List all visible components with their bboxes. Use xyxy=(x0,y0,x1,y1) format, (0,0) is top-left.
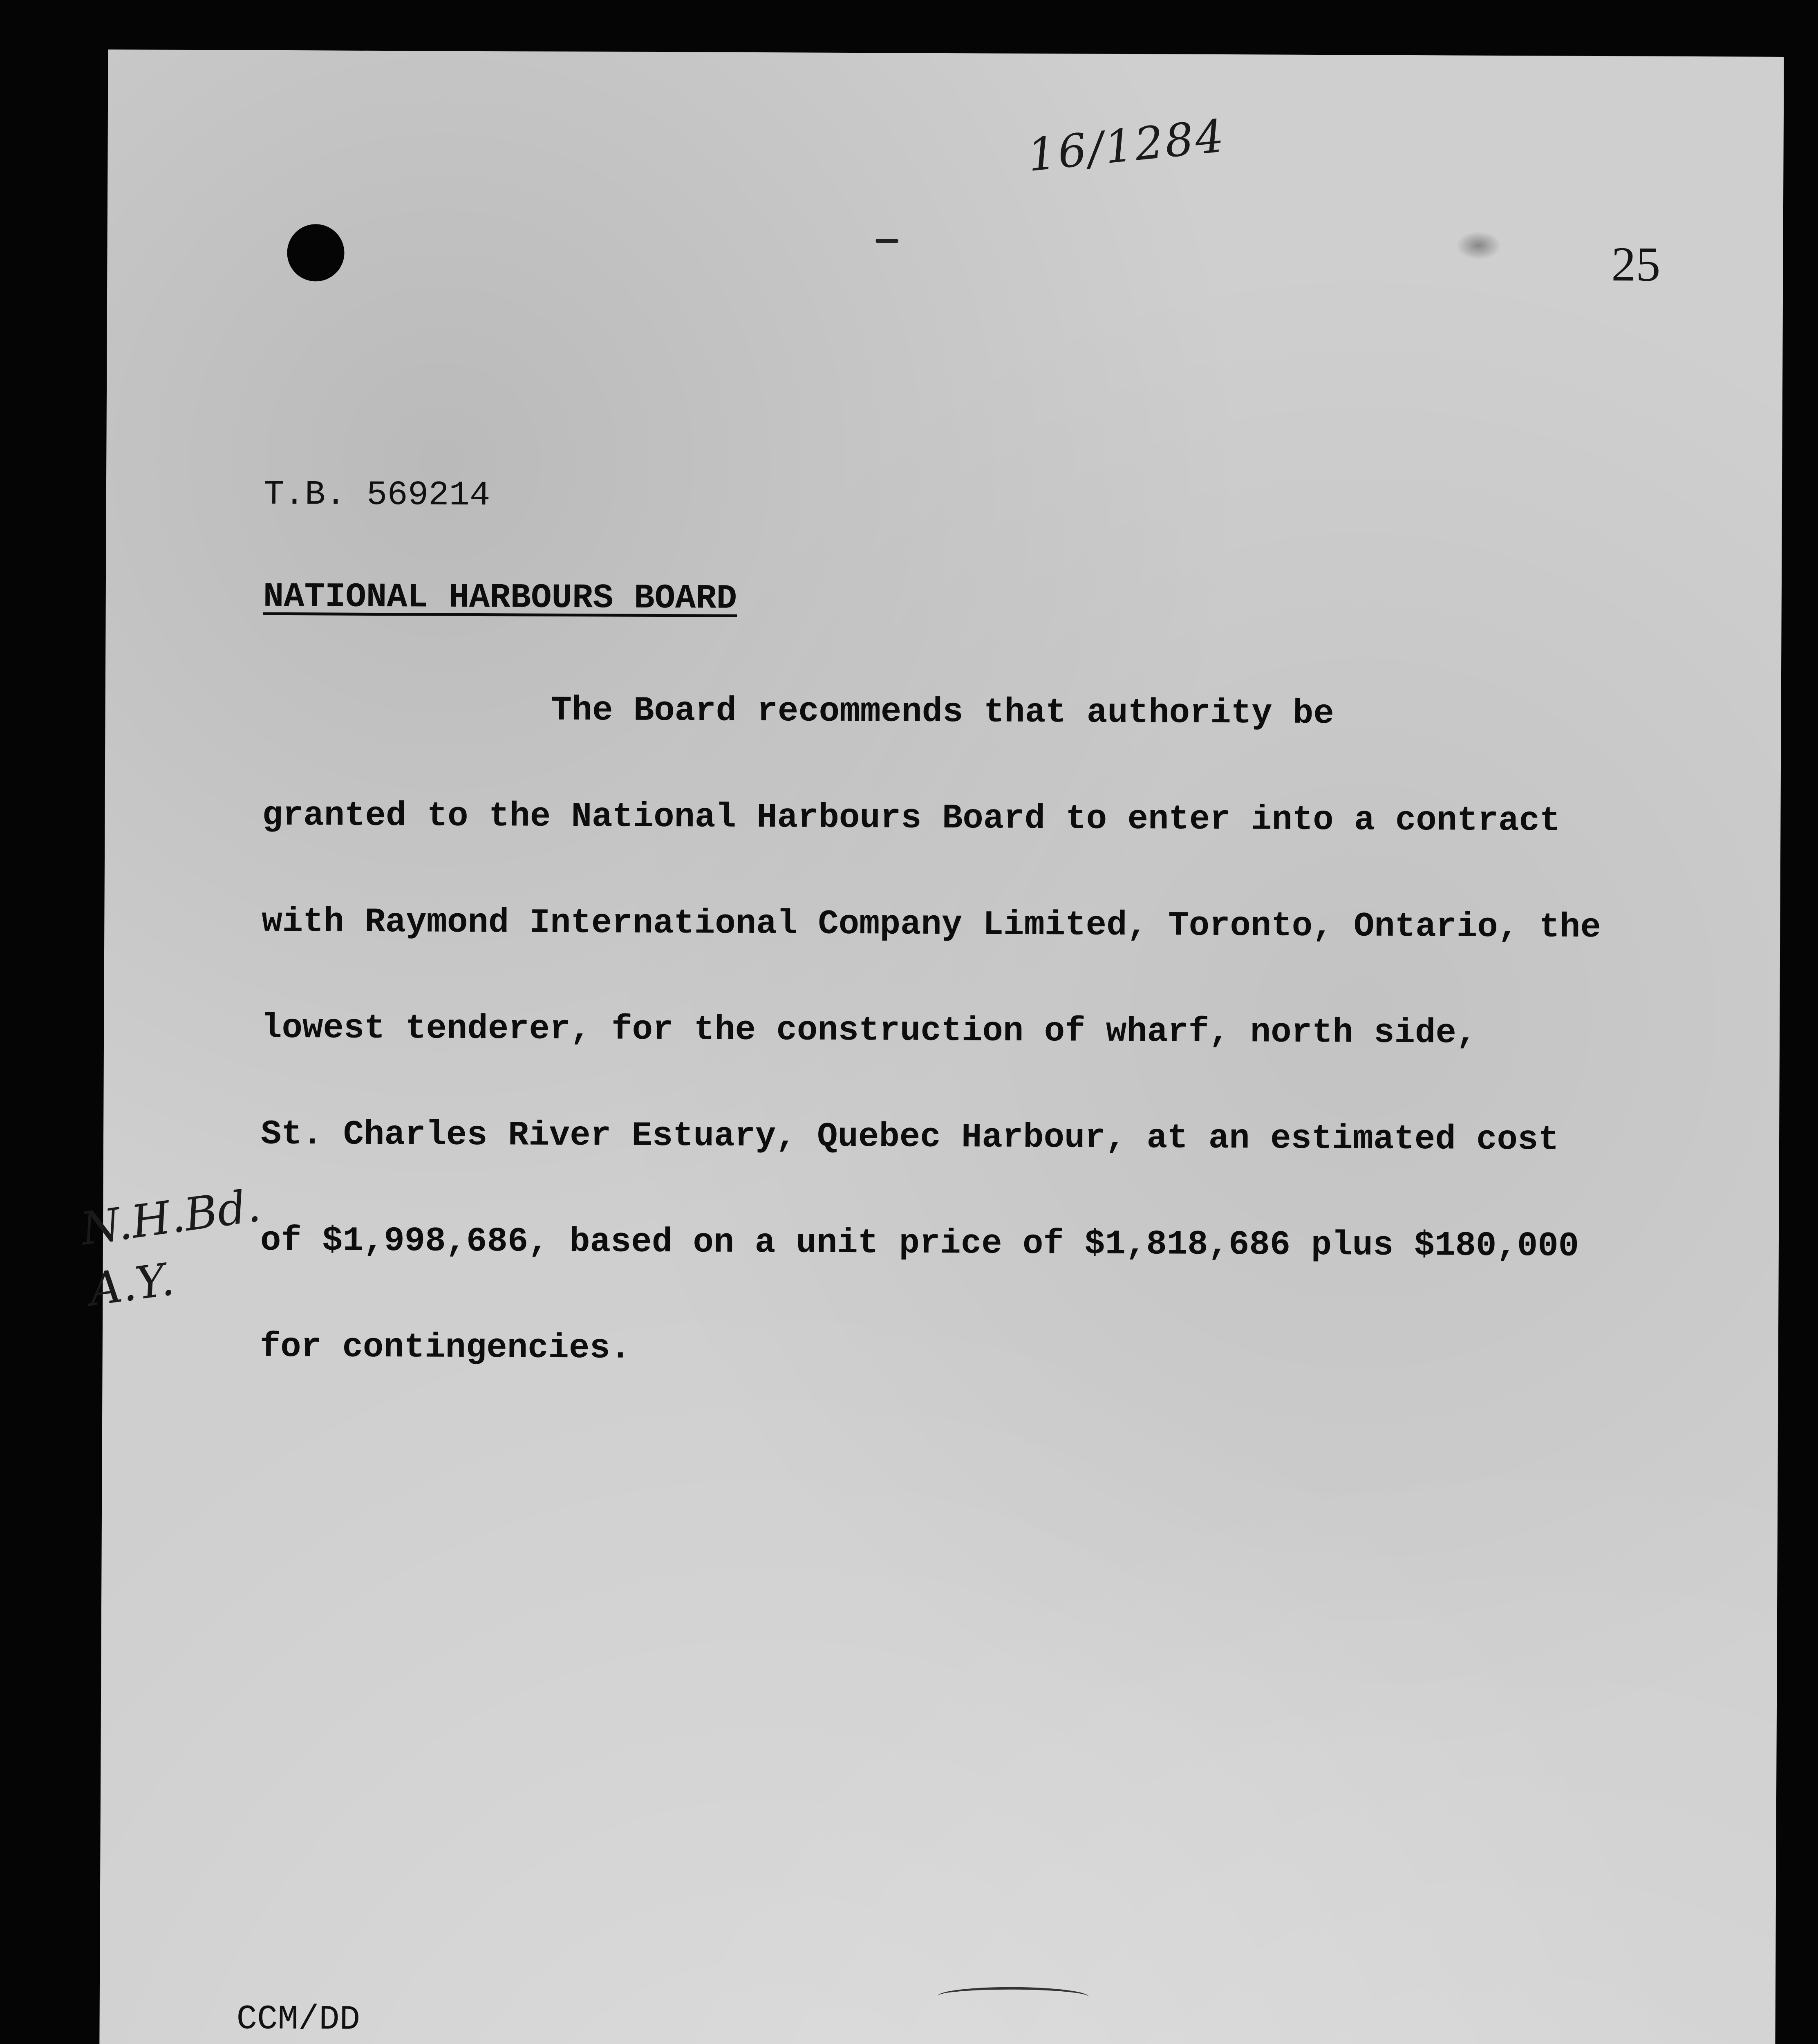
body-line: St. Charles River Estuary, Quebec Harbour, at an estimated cost xyxy=(260,1115,1559,1160)
ink-smudge xyxy=(1456,231,1501,260)
document-heading: NATIONAL HARBOURS BOARD xyxy=(263,577,737,619)
body-line: The Board recommends that authority be xyxy=(262,690,1334,734)
handwritten-reference-number: 16/1284 xyxy=(1025,109,1228,182)
stray-dash xyxy=(876,239,898,243)
body-line: for contingencies. xyxy=(260,1327,631,1368)
handwritten-margin-note xyxy=(77,1174,273,1320)
document-page xyxy=(78,49,1784,2044)
punch-hole xyxy=(287,224,345,282)
pen-stroke xyxy=(938,1987,1089,2006)
page-number: 25 xyxy=(1611,237,1661,291)
body-line: granted to the National Harbours Board to enter into a contract xyxy=(262,796,1561,841)
margin-note-line: N.H.Bd. xyxy=(78,1179,264,1255)
body-line: with Raymond International Company Limited, Toronto, Ontario, the xyxy=(262,902,1601,948)
body-line: of $1,998,686, based on a unit price of $1,818,686 plus $180,000 xyxy=(260,1221,1579,1266)
margin-note-line: A.Y. xyxy=(86,1253,177,1316)
body-line: lowest tenderer, for the construction of wharf, north side, xyxy=(261,1009,1477,1053)
treasury-board-number: T.B. 569214 xyxy=(263,475,490,515)
typist-initials: CCM/DD xyxy=(236,2000,360,2040)
